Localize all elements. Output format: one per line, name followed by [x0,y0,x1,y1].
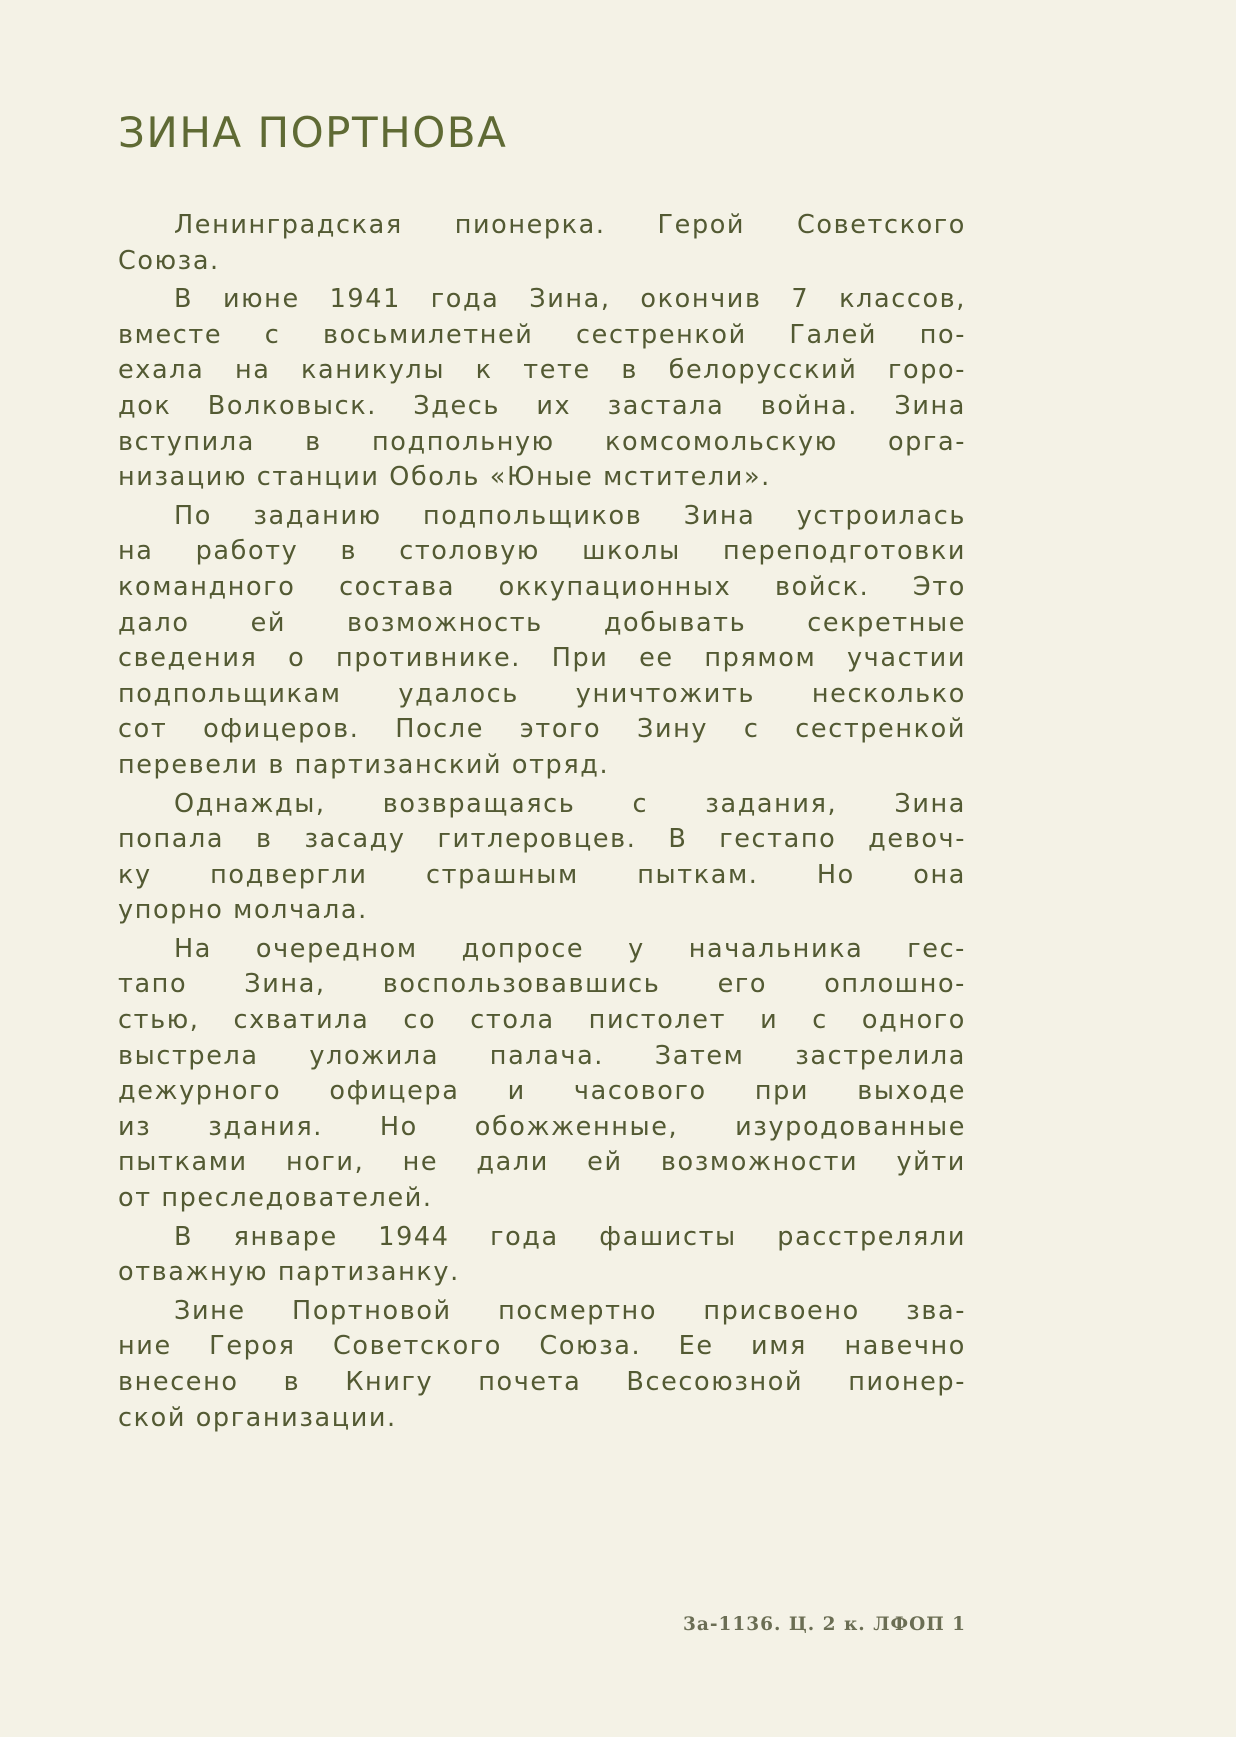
page-title: ЗИНА ПОРТНОВА [118,108,508,157]
text-line: вместе с восьмилетней сестренкой Галей по- [118,319,966,350]
text-line: ской организации. [118,1402,397,1433]
text-line: док Волковыск. Здесь их застала война. Зина [118,390,966,421]
text-line: Однажды, возвращаясь с задания, Зина [174,788,966,819]
text-line: дало ей возможность добывать секретные [118,607,966,638]
text-line: сот офицеров. После этого Зину с сестренкой [118,714,966,745]
text-line: перевели в партизанский отряд. [118,749,610,780]
text-line: упорно молчала. [118,895,368,926]
text-line: Зине Портновой посмертно присвоено зва- [174,1295,966,1326]
paragraph [118,787,966,929]
print-imprint: 3а-1136. Ц. 2 к. ЛФОП 1 [682,1614,966,1635]
text-line: тапо Зина, воспользовавшись его оплошно- [118,969,966,1000]
text-line: выстрела уложила палача. Затем застрелила [118,1040,966,1071]
paragraph [118,282,966,496]
paragraph [118,1220,966,1291]
text-line: На очередном допросе у начальника гес- [174,933,966,964]
text-line: низацию станции Оболь «Юные мстители». [118,462,771,493]
text-line: По заданию подпольщиков Зина устроилась [174,500,966,531]
biography-text [118,208,966,1439]
text-line: Ленинградская пионерка. Герой Советского [174,210,966,240]
text-line: сведения о противнике. При ее прямом участии [118,643,966,674]
text-line: подпольщикам удалось уничтожить несколько [118,678,966,709]
text-line: Союза. [118,245,220,276]
paragraph [118,1294,966,1436]
text-line: внесено в Книгу почета Всесоюзной пионер- [118,1367,966,1397]
text-line: от преследователей. [118,1183,433,1214]
text-line: В январе 1944 года фашисты расстреляли [174,1221,966,1252]
text-line: ку подвергли страшным пыткам. Но она [118,859,966,890]
text-line: вступила в подпольную комсомольскую орга- [118,426,966,457]
text-line: ехала на каникулы к тете в белорусский горо- [118,355,966,386]
text-line: отважную партизанку. [118,1257,460,1288]
paragraph [118,932,966,1217]
text-line: попала в засаду гитлеровцев. В гестапо девоч- [118,824,966,855]
text-line: на работу в столовую школы переподготовки [118,536,966,567]
paragraph [118,208,966,279]
text-line: стью, схватила со стола пистолет и с одного [118,1005,966,1036]
text-line: пытками ноги, не дали ей возможности уйти [118,1147,966,1178]
text-line: дежурного офицера и часового при выходе [118,1076,966,1107]
text-line: из здания. Но обожженные, изуродованные [118,1111,966,1142]
text-line: ние Героя Советского Союза. Ее имя навечно [118,1331,966,1362]
paragraph [118,499,966,784]
text-line: В июне 1941 года Зина, окончив 7 классов, [174,284,966,315]
text-line: командного состава оккупационных войск. Это [118,571,966,602]
